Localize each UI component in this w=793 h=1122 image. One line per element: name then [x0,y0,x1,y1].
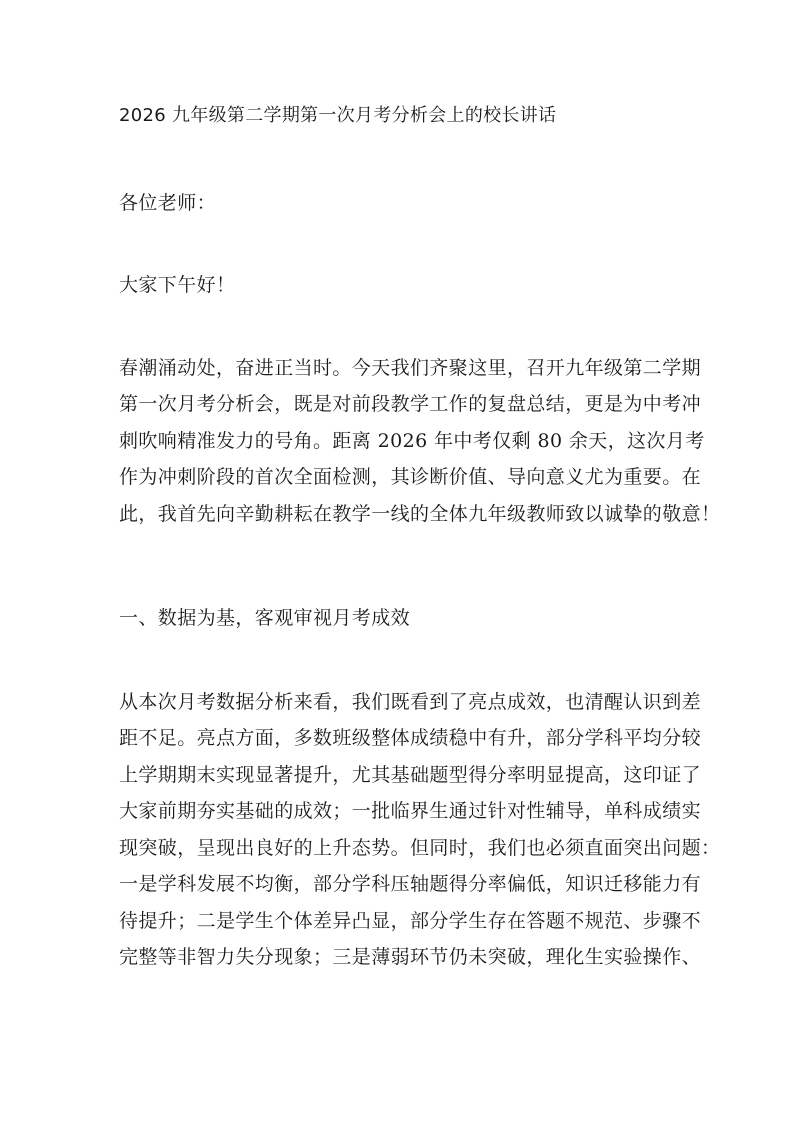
paragraph-line: 从本次月考数据分析来看，我们既看到了亮点成效，也清醒认识到差 [119,691,702,713]
salutation: 各位老师： [119,192,217,214]
paragraph-line: 一是学科发展不均衡，部分学科压轴题得分率偏低，知识迁移能力有 [119,873,702,895]
paragraph-line: 距不足。亮点方面，多数班级整体成绩稳中有升，部分学科平均分较 [119,727,702,749]
paragraph-line: 刺吹响精准发力的号角。距离 2026 年中考仅剩 80 余天，这次月考 [119,430,705,452]
paragraph-line: 此，我首先向辛勤耕耘在教学一线的全体九年级教师致以诚挚的敬意！ [119,503,721,525]
paragraph-line: 上学期期末实现显著提升，尤其基础题型得分率明显提高，这印证了 [119,764,702,786]
section-heading: 一、数据为基，客观审视月考成效 [119,607,411,629]
paragraph-line: 大家前期夯实基础的成效；一批临界生通过针对性辅导，单科成绩实 [119,800,702,822]
greeting: 大家下午好！ [119,274,236,296]
paragraph-line: 现突破，呈现出良好的上升态势。但同时，我们也必须直面突出问题： [119,837,721,859]
paragraph-line: 待提升；二是学生个体差异凸显，部分学生存在答题不规范、步骤不 [119,910,702,932]
paragraph-line: 完整等非智力失分现象；三是薄弱环节仍未突破，理化生实验操作、 [119,946,702,968]
paragraph-line: 第一次月考分析会，既是对前段教学工作的复盘总结，更是为中考冲 [119,393,702,415]
document-title: 2026 九年级第二学期第一次月考分析会上的校长讲话 [119,105,557,126]
paragraph-line: 作为冲刺阶段的首次全面检测，其诊断价值、导向意义尤为重要。在 [119,466,702,488]
paragraph-line: 春潮涌动处，奋进正当时。今天我们齐聚这里，召开九年级第二学期 [119,357,702,379]
